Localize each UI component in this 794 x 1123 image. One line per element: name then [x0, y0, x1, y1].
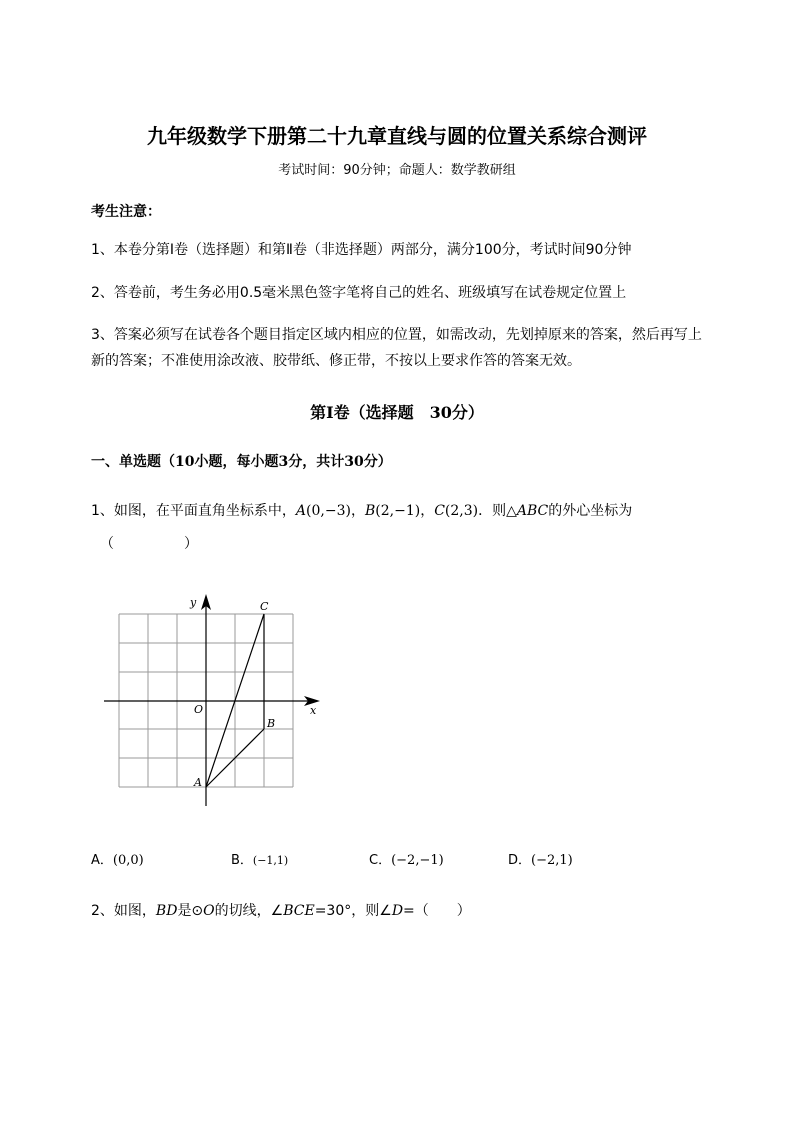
- notice-item-2: 2、答卷前，考生务必用0.5毫米黑色签字笔将自己的姓名、班级填写在试卷规定位置上: [91, 285, 627, 301]
- origin-label: O: [194, 703, 204, 716]
- q1-option-d-value: (−2,1): [531, 853, 573, 868]
- exam-subtitle: 考试时间：90分钟；命题人：数学教研组: [278, 163, 516, 178]
- q1-option-c-letter: C．: [369, 853, 392, 868]
- question-1-stem: [91, 500, 632, 520]
- x-axis-label: x: [310, 704, 317, 717]
- q1-point-b-label: B: [364, 503, 376, 519]
- exam-title: 九年级数学下册第二十九章直线与圆的位置关系综合测评: [147, 124, 647, 148]
- q1-suffix: 的外心坐标为: [548, 503, 633, 519]
- q1-option-d[interactable]: [508, 849, 573, 868]
- section-title: 第I卷（选择题 30分）: [310, 403, 484, 422]
- notice-heading: 考生注意：: [91, 204, 161, 220]
- q1-option-b-value: (−1,1): [252, 854, 289, 867]
- q1-option-b[interactable]: [231, 849, 288, 868]
- question-2-stem: [91, 900, 471, 920]
- point-b-label: B: [267, 717, 276, 730]
- q1-option-c-value: (−2,−1): [391, 853, 444, 868]
- q1-point-a-label: A: [295, 503, 307, 519]
- q2-equals-text: =30°，则∠: [314, 903, 392, 919]
- q2-prefix: 2、如图，: [91, 903, 156, 919]
- q2-suffix: =（ ）: [403, 903, 471, 919]
- q1-mid-text: ．则△: [478, 503, 517, 519]
- y-axis-label: y: [190, 596, 197, 609]
- q1-point-a-coords: (0,−3): [306, 503, 351, 519]
- q1-separator-1: ，: [350, 503, 365, 519]
- q1-option-c[interactable]: [369, 849, 444, 868]
- q1-triangle-name: ABC: [516, 503, 549, 519]
- q1-point-c-label: C: [434, 503, 445, 519]
- q1-option-a[interactable]: [91, 849, 144, 868]
- q1-option-d-letter: D．: [508, 853, 532, 868]
- q1-option-a-letter: A．: [91, 853, 113, 868]
- point-a-label: A: [194, 776, 202, 789]
- q1-separator-2: ，: [420, 503, 435, 519]
- q1-option-b-letter: B．: [231, 853, 253, 868]
- q2-angle-name: BCE: [283, 903, 315, 919]
- q1-prefix: 1、如图，在平面直角坐标系中，: [91, 503, 296, 519]
- q2-circle-name: O: [203, 903, 215, 919]
- notice-item-3: 3、答案必须写在试卷各个题目指定区域内相应的位置，如需改动，先划掉原来的答案，然后再写上新的答案；不准使用涂改液、胶带纸、修正带，不按以上要求作答的答案无效。: [91, 327, 702, 369]
- q2-mid-text: 的切线，∠: [214, 903, 284, 919]
- q1-answer-blank: （ ）: [100, 536, 198, 552]
- q1-point-b-coords: (2,−1): [375, 503, 421, 519]
- q2-is-text: 是⊙: [177, 903, 204, 919]
- q1-coordinate-figure: [95, 588, 330, 813]
- q1-option-a-value: (0,0): [112, 853, 144, 868]
- q2-tangent-line: BD: [155, 903, 178, 919]
- part-heading: 一、单选题（10小题，每小题3分，共计30分）: [91, 454, 392, 470]
- point-c-label: C: [260, 600, 269, 613]
- q1-point-c-coords: (2,3): [444, 503, 479, 519]
- notice-item-1: 1、本卷分第I卷（选择题）和第Ⅱ卷（非选择题）两部分，满分100分，考试时间90分钟: [91, 242, 632, 258]
- q2-point-d: D: [391, 903, 404, 919]
